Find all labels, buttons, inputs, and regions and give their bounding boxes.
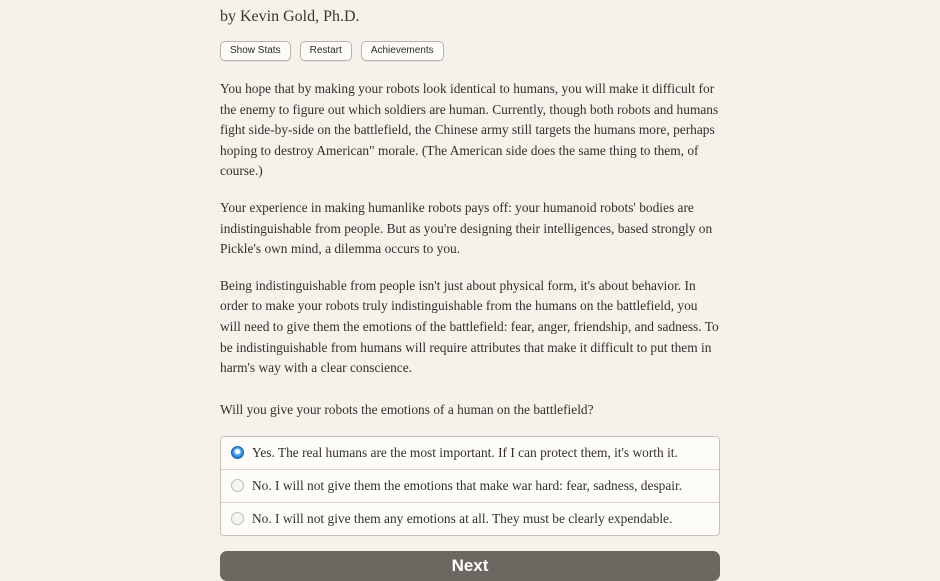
story-paragraph: Your experience in making humanlike robots pays off: your humanoid robots' bodies are indistinguishable from people. But as you're designing their intelligences, based strongly on Pickle's own mind, a dilemma occurs to you. [220,199,713,257]
radio-unselected-icon[interactable] [231,479,244,492]
story-paragraph: You hope that by making your robots look identical to humans, you will make it difficult for the enemy to figure out which soldiers are human. Currently, though both robots and humans fight side-by-side on the battlefield, the Chinese army still targets the humans more, perhaps hoping to destroy American" morale. (The American side does the same thing to them, of course.) [220,81,719,179]
game-page [220,0,720,581]
achievements-button[interactable]: Achievements [361,41,444,61]
show-stats-button[interactable]: Show Stats [220,41,291,61]
choice-option-2[interactable] [221,469,719,502]
toolbar [220,41,720,61]
choice-list [220,436,720,536]
story-text [220,79,720,420]
story-paragraph: Being indistinguishable from people isn't just about physical form, it's about behavior. In order to make your robots truly indistinguishable from the humans on the battlefield, you will need to give them the emotions of the battlefield: fear, anger, friendship, and sadness. To be indistinguishable from humans will require attributes that make it difficult to put them in harm's way with a clear conscience. [220,277,719,376]
choice-option-label: No. I will not give them any emotions at all. They must be clearly expendable. [252,511,673,527]
restart-button[interactable]: Restart [300,41,352,61]
author-byline: by Kevin Gold, Ph.D. [220,8,360,25]
next-button[interactable]: Next [220,551,720,581]
radio-selected-icon[interactable] [231,446,244,459]
choice-option-1[interactable] [221,437,719,469]
radio-unselected-icon[interactable] [231,512,244,525]
choice-option-label: Yes. The real humans are the most important. If I can protect them, it's worth it. [252,445,678,461]
choice-option-label: No. I will not give them the emotions that make war hard: fear, sadness, despair. [252,478,683,494]
next-button-container [220,551,720,581]
story-question: Will you give your robots the emotions of a human on the battlefield? [220,401,594,417]
choice-option-3[interactable] [221,502,719,535]
